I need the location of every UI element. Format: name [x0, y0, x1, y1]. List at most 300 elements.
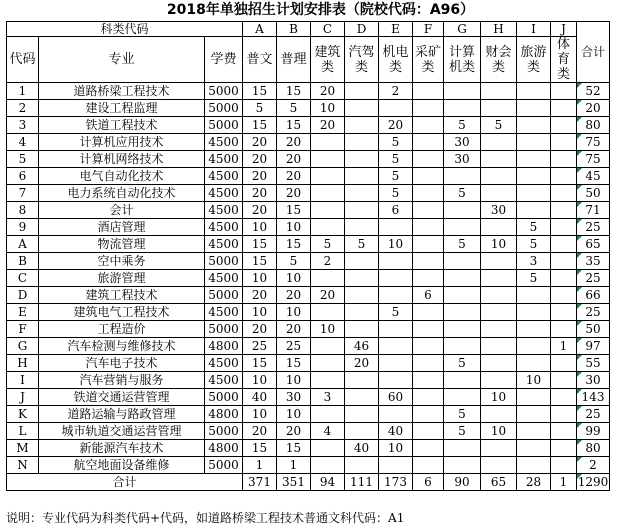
- category-header: 机电类: [379, 37, 413, 83]
- row-code: 5: [7, 151, 39, 168]
- row-quota: [444, 253, 481, 270]
- row-fee: 4500: [205, 236, 243, 253]
- row-quota: [413, 253, 444, 270]
- row-quota: [517, 321, 551, 338]
- totals-cell: 6: [413, 474, 444, 491]
- row-quota: [481, 83, 517, 100]
- row-quota: [481, 219, 517, 236]
- row-quota: 40: [243, 389, 277, 406]
- row-total: [577, 304, 610, 321]
- row-quota: 20: [379, 117, 413, 134]
- row-quota: [551, 355, 577, 372]
- row-total-value: 50: [585, 186, 601, 200]
- row-quota: 10: [243, 270, 277, 287]
- table-row: [7, 100, 610, 117]
- row-fee: 4500: [205, 219, 243, 236]
- table-row: [7, 134, 610, 151]
- col-letter: H: [481, 22, 517, 37]
- row-quota: [481, 321, 517, 338]
- totals-cell: 90: [444, 474, 481, 491]
- row-total-value: 35: [585, 254, 601, 268]
- row-fee: 5000: [205, 423, 243, 440]
- row-total-value: 50: [585, 322, 601, 336]
- row-code: I: [7, 372, 39, 389]
- row-total-value: 25: [585, 220, 601, 234]
- row-quota: [517, 457, 551, 474]
- row-major: 航空地面设备维修: [39, 457, 205, 474]
- row-quota: [551, 219, 577, 236]
- row-quota: [379, 219, 413, 236]
- row-quota: [444, 372, 481, 389]
- row-quota: [345, 389, 379, 406]
- row-major: 计算机应用技术: [39, 134, 205, 151]
- row-quota: 5: [444, 423, 481, 440]
- row-quota: [551, 253, 577, 270]
- row-quota: [551, 457, 577, 474]
- row-quota: 20: [243, 423, 277, 440]
- row-total: [577, 83, 610, 100]
- totals-label: 合计: [7, 474, 243, 491]
- row-quota: 30: [444, 134, 481, 151]
- row-total-value: 75: [585, 152, 601, 166]
- row-quota: 20: [277, 287, 311, 304]
- row-quota: [413, 389, 444, 406]
- corner-mark-icon: [577, 304, 582, 309]
- row-quota: [311, 202, 345, 219]
- total-header: 合计: [577, 22, 610, 83]
- row-quota: [379, 100, 413, 117]
- corner-mark-icon: [577, 100, 582, 105]
- row-quota: [413, 236, 444, 253]
- table-title: 2018年单独招生计划安排表（院校代码：A96）: [166, 2, 475, 18]
- row-code: K: [7, 406, 39, 423]
- row-quota: [311, 270, 345, 287]
- row-quota: [551, 100, 577, 117]
- row-quota: 20: [243, 202, 277, 219]
- row-quota: [444, 457, 481, 474]
- row-quota: 20: [311, 287, 345, 304]
- table-row: [7, 440, 610, 457]
- row-quota: 1: [243, 457, 277, 474]
- row-quota: [481, 406, 517, 423]
- row-fee: 5000: [205, 117, 243, 134]
- row-quota: 20: [277, 321, 311, 338]
- row-quota: [551, 440, 577, 457]
- row-quota: [413, 83, 444, 100]
- header-row-names: [7, 37, 610, 83]
- row-quota: [517, 185, 551, 202]
- row-quota: 10: [277, 372, 311, 389]
- row-quota: [481, 338, 517, 355]
- row-fee: 4500: [205, 270, 243, 287]
- row-code: L: [7, 423, 39, 440]
- row-quota: 10: [243, 304, 277, 321]
- row-quota: 5: [444, 117, 481, 134]
- category-header: 普理: [277, 37, 311, 83]
- table-row: [7, 406, 610, 423]
- row-quota: [345, 202, 379, 219]
- row-fee: 4500: [205, 151, 243, 168]
- corner-mark-icon: [577, 457, 582, 462]
- grand-total: [577, 474, 610, 491]
- row-quota: [379, 406, 413, 423]
- row-quota: [311, 134, 345, 151]
- row-total-value: 20: [585, 101, 601, 115]
- row-quota: [345, 168, 379, 185]
- row-quota: [379, 270, 413, 287]
- row-quota: [444, 389, 481, 406]
- row-quota: [413, 406, 444, 423]
- row-quota: [551, 287, 577, 304]
- row-major: 电力系统自动化技术: [39, 185, 205, 202]
- row-quota: [345, 151, 379, 168]
- enrollment-plan-table: [6, 21, 610, 491]
- row-total: [577, 202, 610, 219]
- row-code: 6: [7, 168, 39, 185]
- row-code: G: [7, 338, 39, 355]
- row-quota: [444, 270, 481, 287]
- corner-mark-icon: [577, 117, 582, 122]
- row-quota: [517, 338, 551, 355]
- corner-mark-icon: [577, 151, 582, 156]
- row-quota: [345, 253, 379, 270]
- totals-cell: 65: [481, 474, 517, 491]
- row-quota: [481, 100, 517, 117]
- table-row: [7, 253, 610, 270]
- row-quota: [517, 168, 551, 185]
- row-quota: [413, 423, 444, 440]
- corner-mark-icon: [577, 287, 582, 292]
- row-total: [577, 117, 610, 134]
- row-total-value: 2: [589, 458, 597, 472]
- row-total-value: 80: [585, 441, 601, 455]
- row-quota: 15: [277, 83, 311, 100]
- row-quota: 10: [311, 321, 345, 338]
- row-quota: [311, 304, 345, 321]
- row-code: 2: [7, 100, 39, 117]
- row-quota: [551, 423, 577, 440]
- row-total: [577, 219, 610, 236]
- corner-mark-icon: [577, 474, 582, 479]
- row-quota: [413, 117, 444, 134]
- row-quota: [311, 168, 345, 185]
- row-quota: [444, 83, 481, 100]
- row-quota: [413, 185, 444, 202]
- row-quota: 10: [311, 100, 345, 117]
- corner-mark-icon: [577, 202, 582, 207]
- row-quota: [345, 185, 379, 202]
- row-quota: 30: [481, 202, 517, 219]
- totals-row: [7, 474, 610, 491]
- row-quota: [345, 304, 379, 321]
- corner-mark-icon: [577, 372, 582, 377]
- corner-mark-icon: [577, 219, 582, 224]
- row-quota: [311, 151, 345, 168]
- row-quota: [345, 287, 379, 304]
- corner-mark-icon: [577, 236, 582, 241]
- row-quota: [444, 338, 481, 355]
- row-major: 建筑工程技术: [39, 287, 205, 304]
- row-quota: [379, 355, 413, 372]
- footnote: 说明：专业代码为科类代码+代码，如道路桥梁工程技术普通文科代码：A1: [6, 511, 405, 525]
- row-quota: [517, 117, 551, 134]
- category-header: 建筑类: [311, 37, 345, 83]
- row-quota: [311, 355, 345, 372]
- row-quota: 5: [444, 185, 481, 202]
- category-header: 汽驾类: [345, 37, 379, 83]
- row-quota: 2: [379, 83, 413, 100]
- row-quota: 10: [379, 440, 413, 457]
- row-code: B: [7, 253, 39, 270]
- row-quota: [444, 219, 481, 236]
- row-quota: [481, 270, 517, 287]
- row-quota: [379, 321, 413, 338]
- row-total-value: 143: [581, 390, 605, 404]
- row-quota: [413, 270, 444, 287]
- table-row: [7, 304, 610, 321]
- row-fee: 4500: [205, 168, 243, 185]
- category-header: 体育类: [551, 37, 577, 83]
- fee-header: 学费: [205, 37, 243, 83]
- row-major: 道路桥梁工程技术: [39, 83, 205, 100]
- row-quota: 5: [311, 236, 345, 253]
- row-quota: 20: [243, 134, 277, 151]
- row-quota: 20: [243, 287, 277, 304]
- corner-mark-icon: [577, 253, 582, 258]
- category-header: 旅游类: [517, 37, 551, 83]
- row-quota: [517, 100, 551, 117]
- table-row: [7, 151, 610, 168]
- row-quota: 2: [311, 253, 345, 270]
- row-quota: [481, 440, 517, 457]
- corner-mark-icon: [577, 321, 582, 326]
- row-quota: [413, 151, 444, 168]
- row-quota: [311, 440, 345, 457]
- row-quota: [311, 372, 345, 389]
- table-row: [7, 236, 610, 253]
- corner-mark-icon: [577, 134, 582, 139]
- row-total: [577, 134, 610, 151]
- row-total: [577, 270, 610, 287]
- row-quota: [444, 202, 481, 219]
- row-quota: [345, 270, 379, 287]
- row-fee: 4500: [205, 134, 243, 151]
- row-quota: 20: [311, 83, 345, 100]
- row-total-value: 97: [585, 339, 601, 353]
- totals-cell: 111: [345, 474, 379, 491]
- row-major: 工程造价: [39, 321, 205, 338]
- row-quota: 5: [517, 270, 551, 287]
- row-quota: [311, 185, 345, 202]
- table-row: [7, 83, 610, 100]
- table-row: [7, 372, 610, 389]
- header-row-letters: [7, 22, 610, 37]
- row-quota: [413, 321, 444, 338]
- row-quota: [517, 202, 551, 219]
- table-row: [7, 219, 610, 236]
- totals-cell: 371: [243, 474, 277, 491]
- row-quota: 6: [413, 287, 444, 304]
- totals-cell: 351: [277, 474, 311, 491]
- row-quota: [413, 134, 444, 151]
- row-quota: 10: [481, 236, 517, 253]
- category-header: 采矿类: [413, 37, 444, 83]
- row-quota: [481, 457, 517, 474]
- row-quota: [345, 83, 379, 100]
- corner-mark-icon: [577, 440, 582, 445]
- row-quota: 20: [277, 423, 311, 440]
- row-fee: 4500: [205, 372, 243, 389]
- row-quota: [345, 134, 379, 151]
- row-total: [577, 355, 610, 372]
- row-quota: 10: [277, 270, 311, 287]
- row-quota: 20: [243, 168, 277, 185]
- corner-mark-icon: [577, 270, 582, 275]
- row-quota: 40: [379, 423, 413, 440]
- row-quota: [481, 151, 517, 168]
- category-code-header: 科类代码: [7, 22, 243, 37]
- row-quota: [444, 168, 481, 185]
- row-quota: [311, 219, 345, 236]
- row-quota: 25: [243, 338, 277, 355]
- col-letter: F: [413, 22, 444, 37]
- corner-mark-icon: [577, 406, 582, 411]
- row-major: 空中乘务: [39, 253, 205, 270]
- row-quota: [517, 355, 551, 372]
- table-row: [7, 168, 610, 185]
- row-quota: [345, 117, 379, 134]
- row-quota: 40: [345, 440, 379, 457]
- row-quota: 10: [243, 219, 277, 236]
- row-fee: 5000: [205, 457, 243, 474]
- row-quota: 20: [345, 355, 379, 372]
- row-quota: 5: [379, 168, 413, 185]
- row-quota: [413, 457, 444, 474]
- row-fee: 4500: [205, 185, 243, 202]
- row-quota: 5: [345, 236, 379, 253]
- row-quota: 15: [243, 355, 277, 372]
- row-quota: [481, 134, 517, 151]
- row-total-value: 52: [585, 84, 601, 98]
- row-major: 铁道工程技术: [39, 117, 205, 134]
- row-quota: 10: [481, 423, 517, 440]
- row-quota: [379, 253, 413, 270]
- row-quota: [413, 202, 444, 219]
- row-quota: [551, 372, 577, 389]
- row-quota: 5: [444, 406, 481, 423]
- row-total: [577, 151, 610, 168]
- row-code: 4: [7, 134, 39, 151]
- totals-cell: 173: [379, 474, 413, 491]
- col-letter: A: [243, 22, 277, 37]
- row-total: [577, 389, 610, 406]
- row-total-value: 75: [585, 135, 601, 149]
- row-fee: 5000: [205, 389, 243, 406]
- row-quota: [413, 168, 444, 185]
- row-quota: [551, 134, 577, 151]
- row-total: [577, 321, 610, 338]
- row-quota: [413, 304, 444, 321]
- corner-mark-icon: [577, 83, 582, 88]
- row-quota: 3: [311, 389, 345, 406]
- row-quota: 15: [277, 440, 311, 457]
- row-quota: [481, 185, 517, 202]
- row-quota: [444, 287, 481, 304]
- totals-cell: 94: [311, 474, 345, 491]
- row-code: J: [7, 389, 39, 406]
- row-major: 电气自动化技术: [39, 168, 205, 185]
- row-quota: [379, 287, 413, 304]
- row-quota: 60: [379, 389, 413, 406]
- row-quota: 6: [379, 202, 413, 219]
- row-quota: [551, 83, 577, 100]
- row-total: [577, 253, 610, 270]
- row-quota: [444, 321, 481, 338]
- row-quota: 5: [481, 117, 517, 134]
- row-total-value: 25: [585, 407, 601, 421]
- row-total: [577, 185, 610, 202]
- row-quota: 10: [517, 372, 551, 389]
- row-quota: 5: [379, 185, 413, 202]
- row-code: D: [7, 287, 39, 304]
- row-quota: 30: [277, 389, 311, 406]
- row-major: 汽车营销与服务: [39, 372, 205, 389]
- row-quota: [551, 168, 577, 185]
- row-code: 3: [7, 117, 39, 134]
- row-quota: [345, 372, 379, 389]
- row-fee: 4800: [205, 406, 243, 423]
- row-fee: 4800: [205, 338, 243, 355]
- row-total: [577, 236, 610, 253]
- row-quota: [413, 219, 444, 236]
- row-fee: 4500: [205, 304, 243, 321]
- row-quota: [481, 372, 517, 389]
- row-total: [577, 338, 610, 355]
- row-quota: [345, 406, 379, 423]
- row-major: 旅游管理: [39, 270, 205, 287]
- row-major: 建筑电气工程技术: [39, 304, 205, 321]
- row-fee: 4500: [205, 202, 243, 219]
- col-letter: I: [517, 22, 551, 37]
- row-quota: [517, 83, 551, 100]
- col-letter: J: [551, 22, 577, 37]
- row-quota: [444, 440, 481, 457]
- row-quota: 10: [243, 406, 277, 423]
- row-quota: [481, 355, 517, 372]
- corner-mark-icon: [577, 168, 582, 173]
- table-row: [7, 321, 610, 338]
- row-code: 7: [7, 185, 39, 202]
- row-quota: [413, 372, 444, 389]
- row-quota: [517, 406, 551, 423]
- totals-cell: 1: [551, 474, 577, 491]
- row-quota: 20: [277, 134, 311, 151]
- row-total: [577, 423, 610, 440]
- row-quota: [481, 287, 517, 304]
- row-quota: [345, 100, 379, 117]
- grand-total-value: 1290: [577, 475, 609, 489]
- row-quota: 15: [243, 236, 277, 253]
- row-code: 1: [7, 83, 39, 100]
- row-quota: 15: [277, 236, 311, 253]
- row-fee: 5000: [205, 321, 243, 338]
- row-quota: [379, 457, 413, 474]
- row-quota: 25: [277, 338, 311, 355]
- table-row: [7, 457, 610, 474]
- row-quota: 20: [311, 117, 345, 134]
- row-quota: 5: [379, 304, 413, 321]
- row-total-value: 55: [585, 356, 601, 370]
